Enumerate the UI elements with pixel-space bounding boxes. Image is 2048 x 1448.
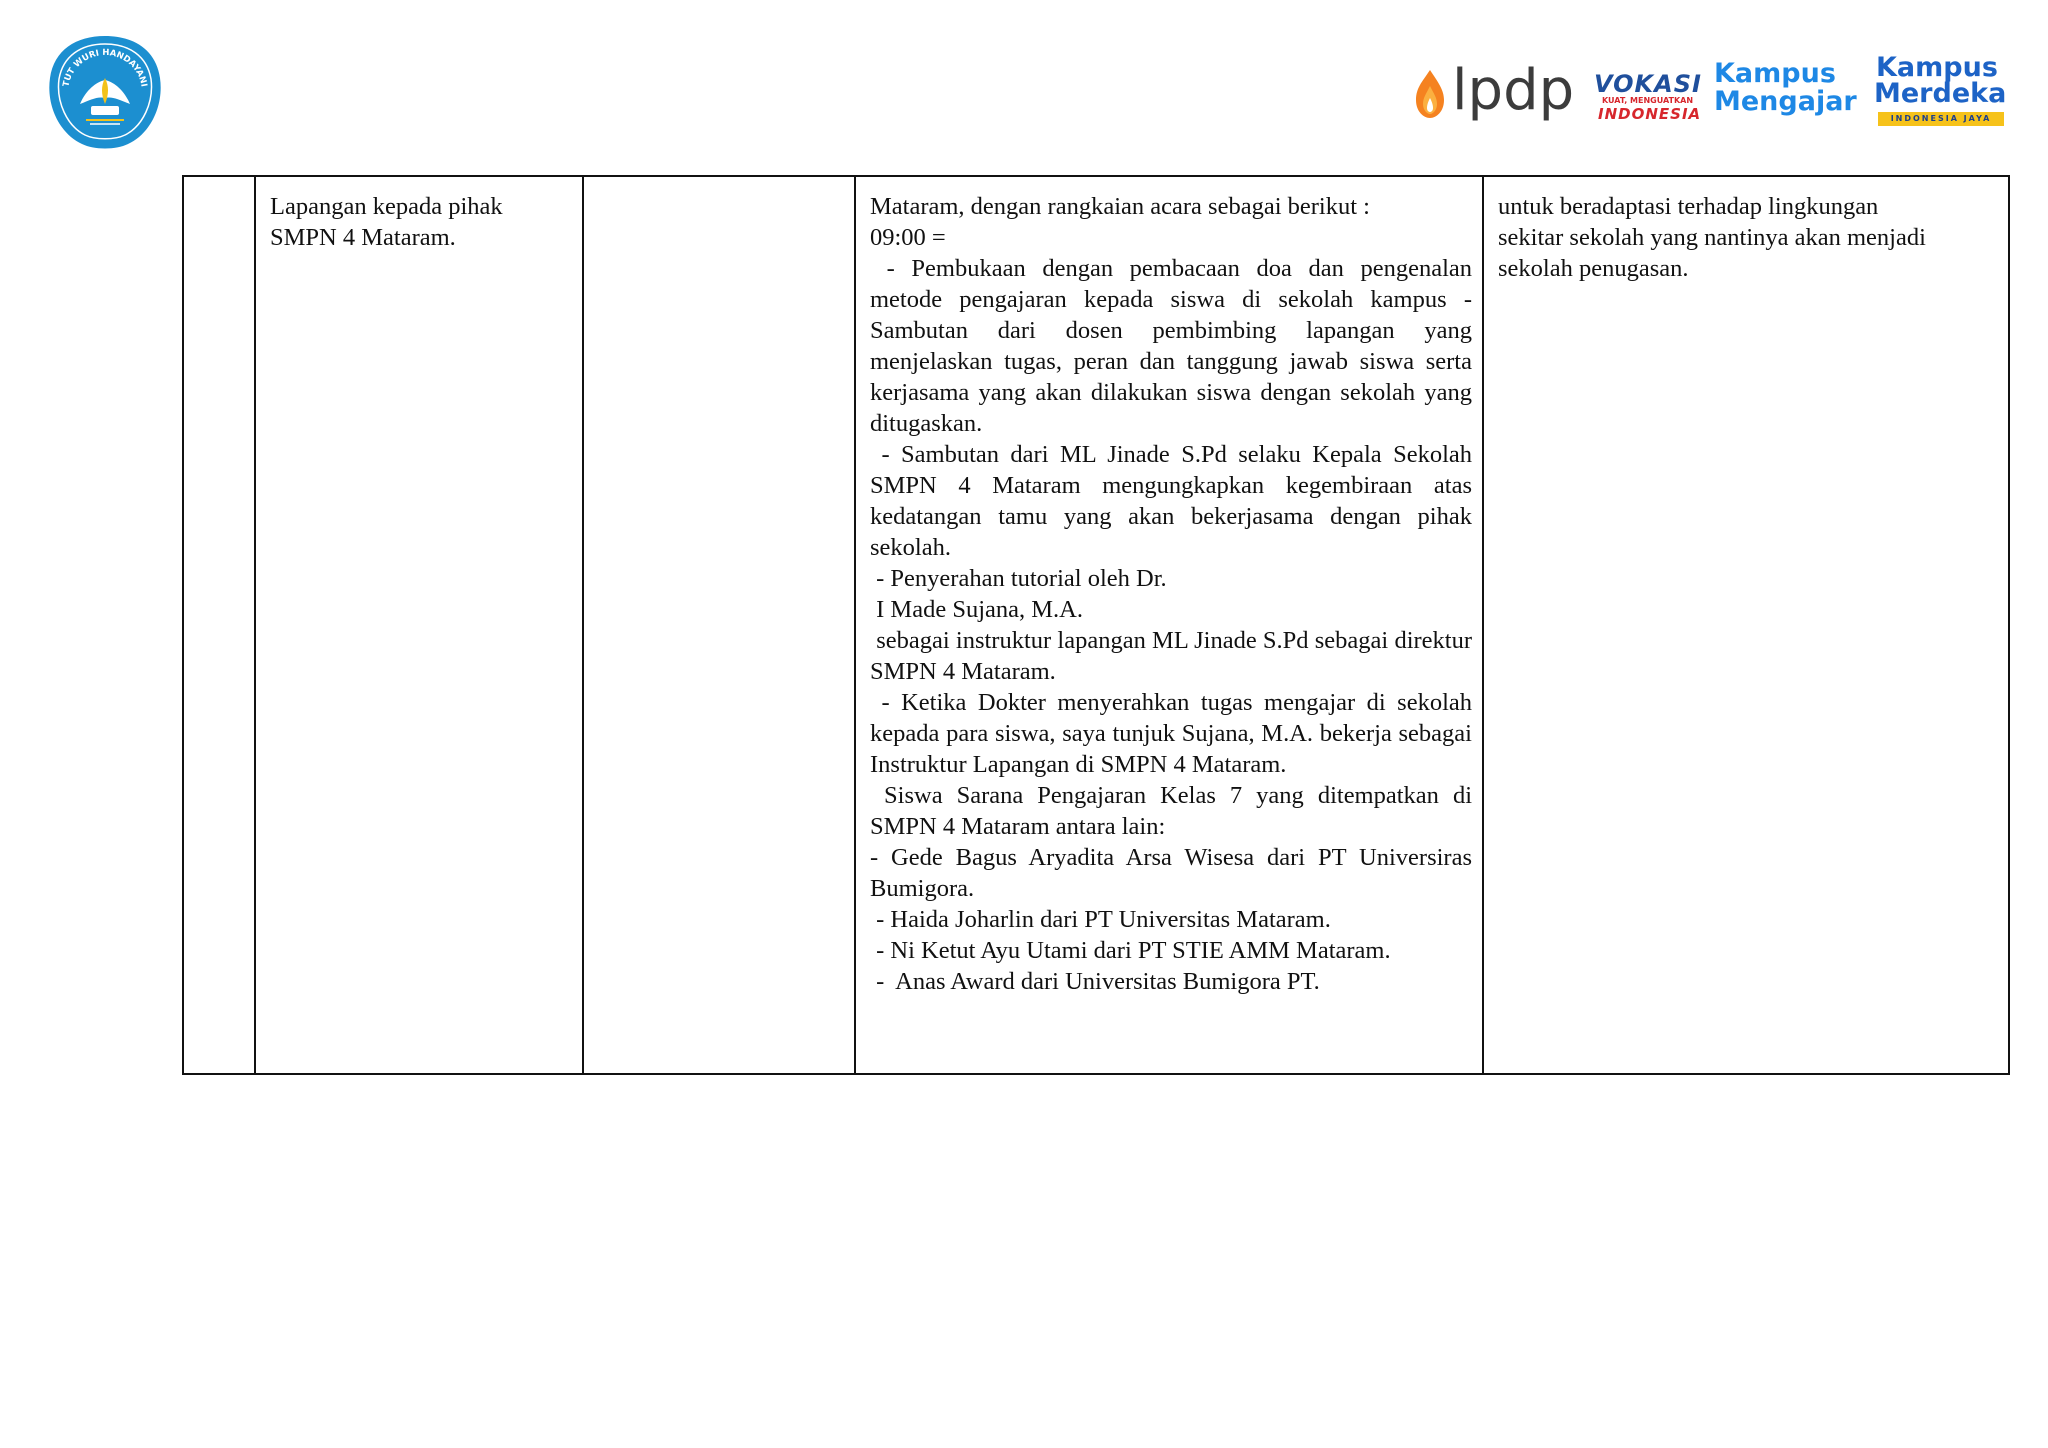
vokasi-country: INDONESIA bbox=[1598, 105, 1702, 123]
description-paragraph: I Made Sujana, M.A. bbox=[870, 596, 1083, 623]
lpdp-logo bbox=[1408, 58, 1575, 124]
description-paragraph: - Pembukaan dengan pembacaan doa dan pengenalan metode pengajaran kepada siswa di sekolah kampus - Sambutan dari dosen pembimbing lapangan yang menjelaskan tugas, peran dan tanggung jawab siswa serta kerjasama yang akan dilakukan siswa dengan sekolah yang ditugaskan. bbox=[870, 255, 1479, 437]
description-paragraph: 09:00 = bbox=[870, 224, 946, 251]
activity-table bbox=[182, 175, 2010, 1075]
cell-number bbox=[183, 176, 255, 1074]
description-paragraph: sebagai instruktur lapangan ML Jinade S.Pd sebagai direktur SMPN 4 Mataram. bbox=[870, 627, 1479, 685]
outcome-line: sekitar sekolah yang nantinya akan menjadi bbox=[1498, 224, 1926, 251]
outcome-line: sekolah penugasan. bbox=[1498, 255, 1689, 282]
description-paragraph: - Ni Ketut Ayu Utami dari PT STIE AMM Mataram. bbox=[870, 937, 1391, 964]
kampus-merdeka-band: INDONESIA JAYA bbox=[1878, 112, 2004, 126]
kampus-mengajar-logo bbox=[1714, 58, 1864, 128]
cell-outcome bbox=[1483, 176, 2009, 1074]
description-paragraphs bbox=[870, 191, 1479, 997]
vokasi-title: VOKASI bbox=[1594, 70, 1702, 98]
partner-logos bbox=[1408, 52, 2008, 136]
svg-text:TUT WURI HANDAYANI: TUT WURI HANDAYANI bbox=[61, 47, 149, 88]
kampus-merdeka-line2: Merdeka bbox=[1874, 78, 2007, 109]
lpdp-flame-icon bbox=[1408, 68, 1452, 120]
outcome-line: untuk beradaptasi terhadap lingkungan bbox=[1498, 193, 1879, 220]
activity-line: SMPN 4 Mataram. bbox=[270, 224, 456, 251]
description-paragraph: Siswa Sarana Pengajaran Kelas 7 yang ditempatkan di SMPN 4 Mataram antara lain: bbox=[870, 782, 1479, 840]
description-paragraph: - Gede Bagus Aryadita Arsa Wisesa dari PT Universiras Bumigora. bbox=[870, 844, 1479, 902]
kampus-mengajar-line2: Mengajar bbox=[1714, 86, 1857, 117]
cell-empty bbox=[583, 176, 855, 1074]
tut-wuri-handayani-logo bbox=[46, 34, 164, 152]
description-paragraph: - Haida Joharlin dari PT Universitas Mataram. bbox=[870, 906, 1331, 933]
lpdp-wordmark: lpdp bbox=[1452, 58, 1575, 123]
cell-activity bbox=[255, 176, 583, 1074]
kampus-mengajar-line1: Kampus bbox=[1714, 58, 1836, 89]
cell-description bbox=[855, 176, 1483, 1074]
description-paragraph: Mataram, dengan rangkaian acara sebagai berikut : bbox=[870, 193, 1370, 220]
activity-table-grid bbox=[182, 175, 2010, 1075]
activity-lines bbox=[270, 191, 572, 253]
vokasi-tagline: KUAT, MENGUATKAN bbox=[1602, 96, 1694, 105]
description-paragraph: - Sambutan dari ML Jinade S.Pd selaku Kepala Sekolah SMPN 4 Mataram mengungkapkan kegembiraan atas kedatangan tamu yang akan bekerjasama dengan pihak sekolah. bbox=[870, 441, 1479, 561]
description-paragraph: - Ketika Dokter menyerahkan tugas mengajar di sekolah kepada para siswa, saya tunjuk Sujana, M.A. bekerja sebagai Instruktur Lapangan di SMPN 4 Mataram. bbox=[870, 689, 1479, 778]
table-row bbox=[183, 176, 2009, 1074]
vokasi-logo bbox=[1584, 70, 1702, 126]
kampus-merdeka-line1: Kampus bbox=[1876, 52, 1998, 83]
kampus-merdeka-logo bbox=[1874, 52, 2006, 128]
description-paragraph: - Penyerahan tutorial oleh Dr. bbox=[870, 565, 1167, 592]
description-paragraph: - Anas Award dari Universitas Bumigora PT. bbox=[870, 968, 1320, 995]
outcome-lines bbox=[1498, 191, 1998, 284]
activity-line: Lapangan kepada pihak bbox=[270, 193, 503, 220]
